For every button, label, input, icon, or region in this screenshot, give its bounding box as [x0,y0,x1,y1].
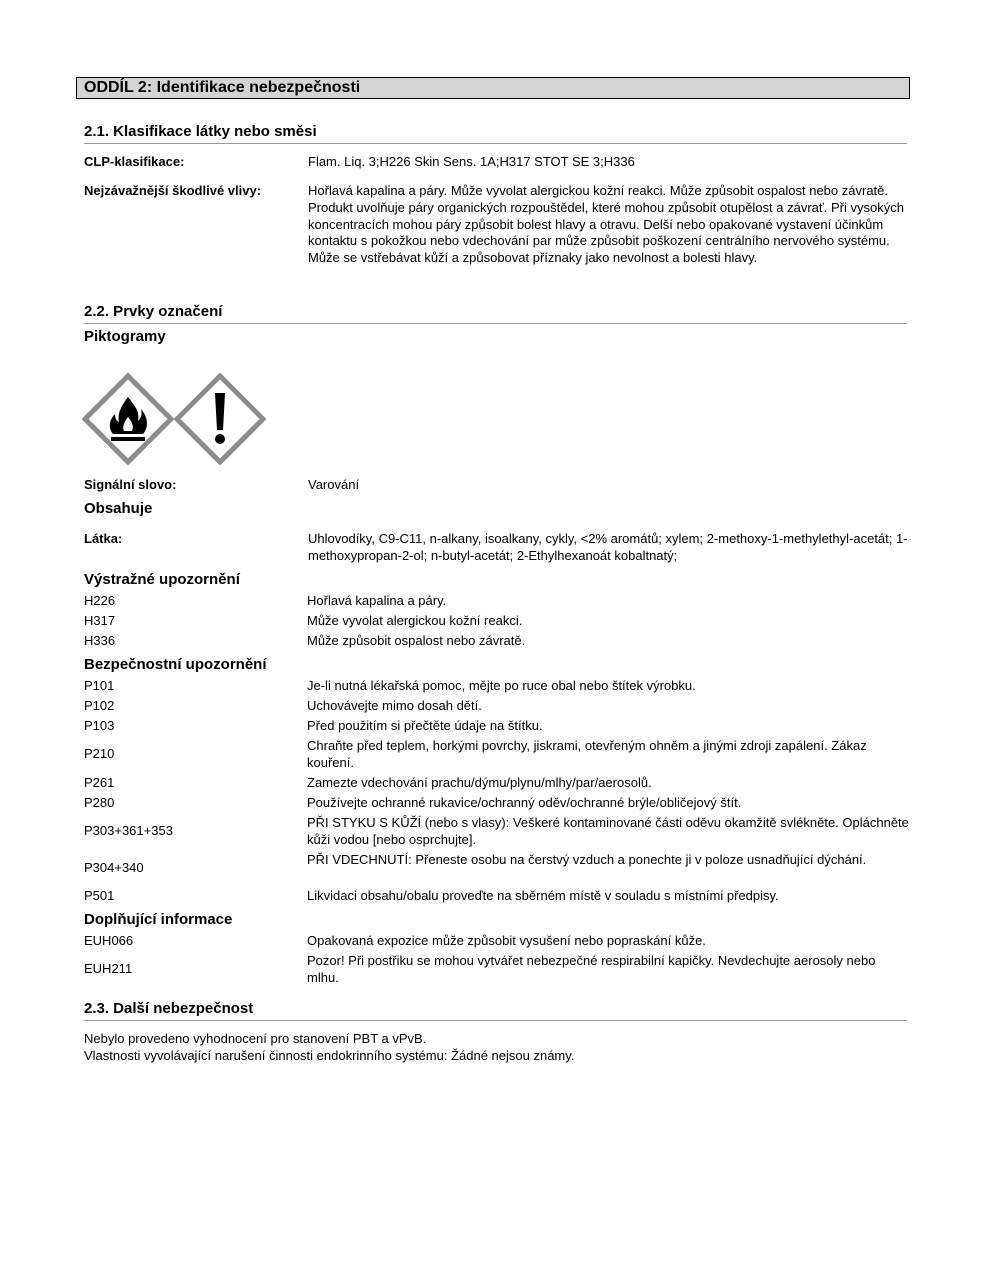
precaution-text: Je-li nutná lékařská pomoc, mějte po ruce obal nebo štítek výrobku. [307,678,696,693]
precaution-code: P103 [84,718,115,733]
hazard-text: Hořlavá kapalina a páry. [307,593,447,608]
effects-value: Hořlavá kapalina a páry. Může vyvolat alergickou kožní reakci. Může způsobit ospalost nebo závratě. Produkt uvolňuje páry organických rozpouštědel, které mohou způsobit otupělost a závrať. Při vysokých koncentracích mohou páry způsobit bolest hlavy a otravu. Delší nebo opakované vystavení účinkům kontaktu s pokožkou nebo vdechování par může způsobit poškození centrálního nervového systému. Může se vstřebávat kůží a způsobovat příznaky jako nevolnost a bolesti hlavy. [308,183,904,266]
effects-label: Nejzávažnější škodlivé vlivy: [84,183,262,198]
precaution-text: Chraňte před teplem, horkými povrchy, jiskrami, otevřeným ohněm a jinými zdroji zapálení. Zákaz kouření. [307,738,867,770]
hazard-code: H317 [84,613,116,628]
precautionary-statements-heading: Bezpečnostní upozornění [84,656,267,673]
signal-word-label: Signální slovo: [84,477,177,492]
precaution-code: P303+361+353 [84,823,173,838]
subsection-2-2-title: 2.2. Prvky označení [84,303,907,324]
supplementary-text: Pozor! Při postřiku se mohou vytvářet nebezpečné respirabilní kapičky. Nevdechujte aerosoly nebo mlhu. [307,953,876,985]
substance-value: Uhlovodíky, C9-C11, n-alkany, isoalkany, cykly, <2% aromátů; xylem; 2-methoxy-1-methylethyl-acetát; 1-methoxypropan-2-ol; n-butyl-acetát; 2-Ethylhexanoát kobaltnatý; [308,531,908,563]
contains-heading: Obsahuje [84,500,153,517]
precaution-code: P304+340 [84,860,144,875]
supplementary-text: Opakovaná expozice může způsobit vysušení nebo popraskání kůže. [307,933,706,948]
supplementary-code: EUH211 [84,961,133,976]
signal-word-value: Varování [308,477,360,492]
hazard-statements-heading: Výstražné upozornění [84,571,240,588]
precaution-code: P101 [84,678,115,693]
hazard-text: Může způsobit ospalost nebo závratě. [307,633,526,648]
precaution-code: P102 [84,698,115,713]
subsection-2-3-title: 2.3. Další nebezpečnost [84,1000,907,1021]
supplementary-code: EUH066 [84,933,134,948]
precaution-text: Používejte ochranné rukavice/ochranný oděv/ochranné brýle/obličejový štít. [307,795,742,810]
exclamation-pictogram-icon [174,373,266,465]
precaution-code: P261 [84,775,115,790]
subsection-2-1-title: 2.1. Klasifikace látky nebo směsi [84,123,907,144]
precaution-code: P280 [84,795,115,810]
flame-pictogram-icon [82,373,174,465]
substance-label: Látka: [84,531,123,546]
hazard-text: Může vyvolat alergickou kožní reakci. [307,613,523,628]
other-hazards-line-2: Vlastnosti vyvolávající narušení činnosti endokrinního systému: Žádné nejsou známy. [84,1048,575,1063]
clp-value: Flam. Liq. 3;H226 Skin Sens. 1A;H317 STOT SE 3;H336 [308,154,635,169]
precaution-text: Uchovávejte mimo dosah dětí. [307,698,482,713]
clp-label: CLP-klasifikace: [84,154,185,169]
section-title: ODDÍL 2: Identifikace nebezpečnosti [76,77,910,99]
precaution-code: P210 [84,746,115,761]
precaution-text: PŘI STYKU S KŮŽÍ (nebo s vlasy): Veškeré kontaminované části oděvu okamžitě svlékněte. Opláchněte kůži vodou [nebo osprchujte]. [307,815,909,847]
pictograms-heading: Piktogramy [84,328,166,345]
precaution-text: PŘI VDECHNUTÍ: Přeneste osobu na čerstvý vzduch a ponechte ji v poloze usnadňující dýchání. [307,852,867,867]
precaution-text: Zamezte vdechování prachu/dýmu/plynu/mlhy/par/aerosolů. [307,775,652,790]
hazard-code: H336 [84,633,116,648]
hazard-code: H226 [84,593,116,608]
other-hazards-line-1: Nebylo provedeno vyhodnocení pro stanovení PBT a vPvB. [84,1031,427,1046]
supplementary-information-heading: Doplňující informace [84,911,233,928]
precaution-text: Před použitím si přečtěte údaje na štítku. [307,718,543,733]
precaution-text: Likvidaci obsahu/obalu proveďte na sběrném místě v souladu s místními předpisy. [307,888,779,903]
precaution-code: P501 [84,888,115,903]
